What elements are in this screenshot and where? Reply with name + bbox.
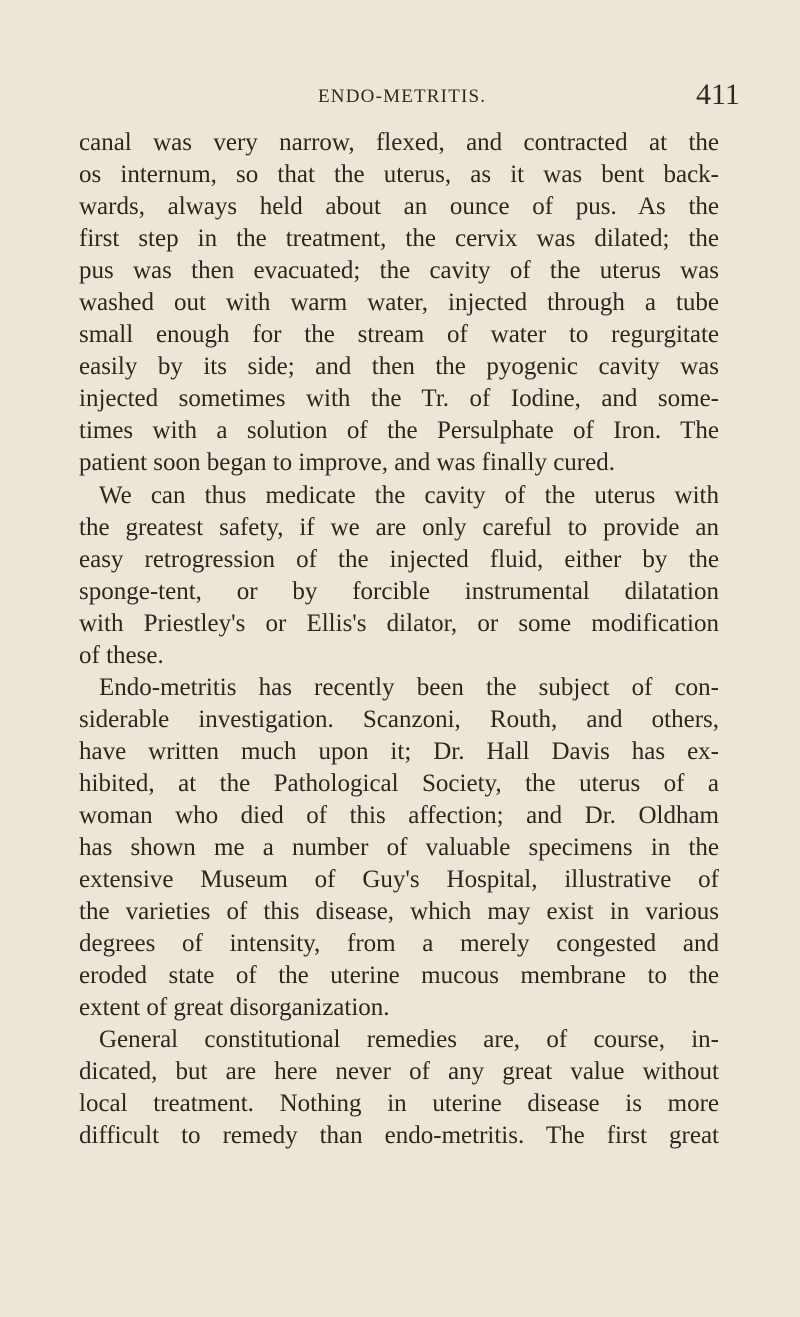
- paragraph-first-line: Endo-metritis has recently been the subject of con-: [99, 673, 719, 701]
- text-line: woman who died of this affection; and Dr. Oldham: [79, 801, 719, 829]
- text-line: degrees of intensity, from a merely congested and: [79, 930, 719, 958]
- text-line: easily by its side; and then the pyogenic cavity was: [79, 353, 719, 381]
- text-line: extensive Museum of Guy's Hospital, illustrative of: [79, 866, 719, 894]
- text-line: sponge-tent, or by forcible instrumental dilatation: [79, 577, 719, 605]
- text-line: canal was very narrow, flexed, and contracted at the: [79, 129, 719, 156]
- text-line: the greatest safety, if we are only careful to provide an: [79, 513, 719, 541]
- body-text: [79, 127, 719, 1153]
- text-line: injected sometimes with the Tr. of Iodine, and some-: [79, 385, 719, 413]
- text-line: times with a solution of the Persulphate of Iron. The: [79, 417, 719, 445]
- text-line: small enough for the stream of water to regurgitate: [79, 321, 719, 349]
- text-line: pus was then evacuated; the cavity of the uterus was: [79, 257, 719, 285]
- text-line: the varieties of this disease, which may exist in various: [79, 898, 719, 926]
- text-line: of these.: [79, 641, 164, 669]
- text-line: eroded state of the uterine mucous membrane to the: [79, 962, 719, 990]
- text-line: first step in the treatment, the cervix was dilated; the: [79, 225, 719, 253]
- text-line: with Priestley's or Ellis's dilator, or some modification: [79, 609, 719, 637]
- running-title: ENDO-METRITIS.: [318, 86, 487, 107]
- text-line: siderable investigation. Scanzoni, Routh, and others,: [79, 705, 719, 733]
- text-line: patient soon began to improve, and was finally cured.: [79, 449, 615, 477]
- text-line: hibited, at the Pathological Society, the uterus of a: [79, 769, 719, 797]
- text-line: dicated, but are here never of any great value without: [79, 1058, 719, 1086]
- text-line: washed out with warm water, injected through a tube: [79, 289, 719, 317]
- text-line: os internum, so that the uterus, as it was bent back-: [79, 161, 719, 189]
- page-number: 411: [696, 78, 740, 111]
- running-head: [0, 78, 800, 111]
- paragraph-first-line: General constitutional remedies are, of course, in-: [99, 1026, 719, 1054]
- text-line: wards, always held about an ounce of pus. As the: [79, 193, 719, 221]
- text-line: local treatment. Nothing in uterine disease is more: [79, 1090, 719, 1118]
- text-line: easy retrogression of the injected fluid, either by the: [79, 545, 719, 573]
- text-line: extent of great disorganization.: [79, 994, 390, 1022]
- paragraph-first-line: We can thus medicate the cavity of the uterus with: [99, 481, 719, 509]
- text-line: have written much upon it; Dr. Hall Davis has ex-: [79, 737, 719, 765]
- text-line: difficult to remedy than endo-metritis. The first great: [79, 1122, 719, 1150]
- text-line: has shown me a number of valuable specimens in the: [79, 834, 719, 862]
